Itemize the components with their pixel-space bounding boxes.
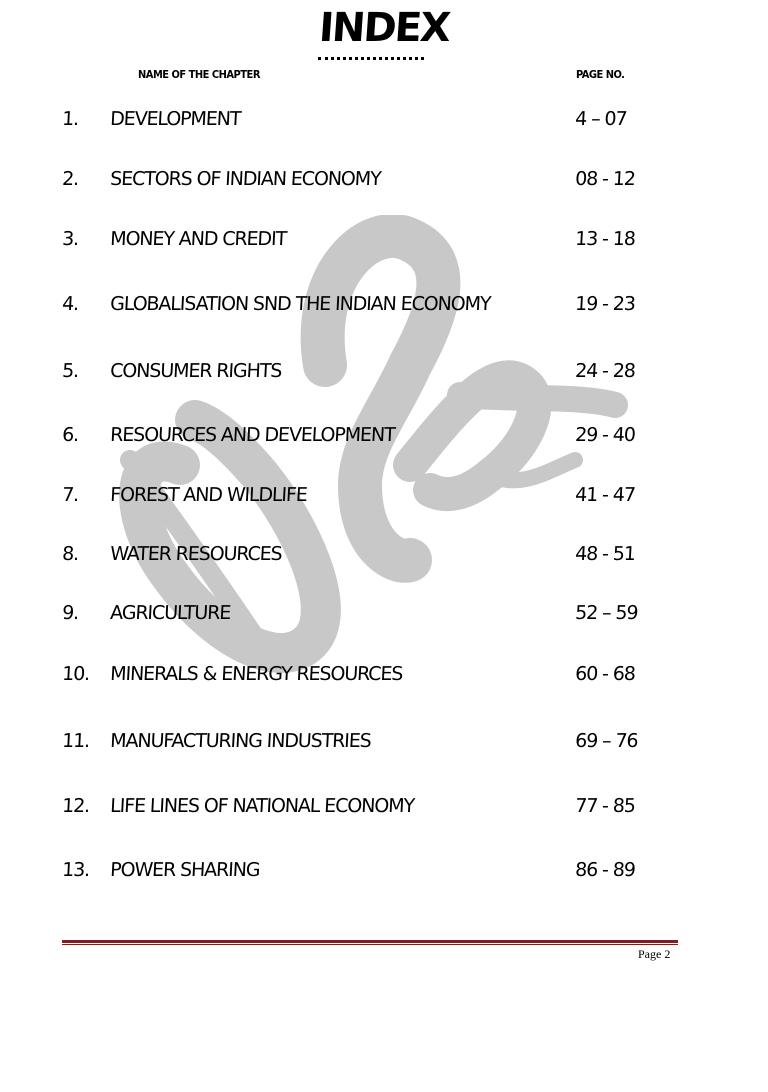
chapter-number: 10. xyxy=(61,663,90,685)
chapter-name: POWER SHARING xyxy=(109,859,261,881)
page-title: INDEX xyxy=(317,5,451,51)
chapter-number: 5. xyxy=(61,360,79,382)
footer-rule-thin xyxy=(62,944,678,945)
chapter-pages: 29 - 40 xyxy=(574,424,636,446)
chapter-row xyxy=(0,484,768,514)
footer-rule xyxy=(62,940,678,943)
chapter-number: 4. xyxy=(61,293,79,315)
chapter-pages: 24 - 28 xyxy=(574,360,636,382)
chapter-row xyxy=(0,730,768,760)
chapter-pages: 86 - 89 xyxy=(574,859,636,881)
chapter-number: 12. xyxy=(61,795,90,817)
chapter-number: 8. xyxy=(61,543,79,565)
chapter-pages: 48 - 51 xyxy=(574,543,636,565)
chapter-number: 9. xyxy=(61,602,79,624)
chapter-name: MANUFACTURING INDUSTRIES xyxy=(109,730,372,752)
title-underline xyxy=(318,57,424,60)
chapter-pages: 60 - 68 xyxy=(574,663,636,685)
chapter-pages: 69 – 76 xyxy=(574,730,639,752)
chapter-pages: 13 - 18 xyxy=(574,228,636,250)
chapter-pages: 08 - 12 xyxy=(574,168,636,190)
chapter-row xyxy=(0,543,768,573)
chapter-row xyxy=(0,424,768,454)
chapter-pages: 77 - 85 xyxy=(574,795,636,817)
chapter-number: 7. xyxy=(61,484,79,506)
chapter-number: 11. xyxy=(61,730,90,752)
chapter-name: DEVELOPMENT xyxy=(109,108,241,130)
chapter-pages: 19 - 23 xyxy=(574,293,636,315)
chapter-row xyxy=(0,108,768,138)
chapter-row xyxy=(0,795,768,825)
chapter-pages: 52 – 59 xyxy=(574,602,639,624)
chapter-row xyxy=(0,293,768,323)
chapter-number: 13. xyxy=(61,859,90,881)
chapter-number: 6. xyxy=(61,424,79,446)
chapter-row xyxy=(0,663,768,693)
chapter-pages: 4 – 07 xyxy=(574,108,628,130)
chapter-name: CONSUMER RIGHTS xyxy=(109,360,282,382)
chapter-number: 3. xyxy=(61,228,79,250)
chapter-row xyxy=(0,602,768,632)
chapter-name: RESOURCES AND DEVELOPMENT xyxy=(109,424,396,446)
chapter-name: FOREST AND WILDLIFE xyxy=(109,484,308,506)
page-number: Page 2 xyxy=(638,947,671,961)
chapter-row xyxy=(0,859,768,889)
chapter-name: AGRICULTURE xyxy=(109,602,231,624)
chapter-number: 1. xyxy=(61,108,79,130)
chapter-name: SECTORS OF INDIAN ECONOMY xyxy=(109,168,382,190)
chapter-row xyxy=(0,168,768,198)
chapter-name: GLOBALISATION SND THE INDIAN ECONOMY xyxy=(109,293,491,315)
chapter-name: MINERALS & ENERGY RESOURCES xyxy=(109,663,403,685)
chapter-name: LIFE LINES OF NATIONAL ECONOMY xyxy=(109,795,415,817)
chapter-row xyxy=(0,228,768,258)
chapter-name: MONEY AND CREDIT xyxy=(109,228,287,250)
chapter-pages: 41 - 47 xyxy=(574,484,636,506)
chapter-number: 2. xyxy=(61,168,79,190)
chapter-row xyxy=(0,360,768,390)
chapter-column-header: NAME OF THE CHAPTER xyxy=(138,68,260,81)
page-column-header: PAGE NO. xyxy=(576,68,625,81)
chapter-name: WATER RESOURCES xyxy=(109,543,283,565)
